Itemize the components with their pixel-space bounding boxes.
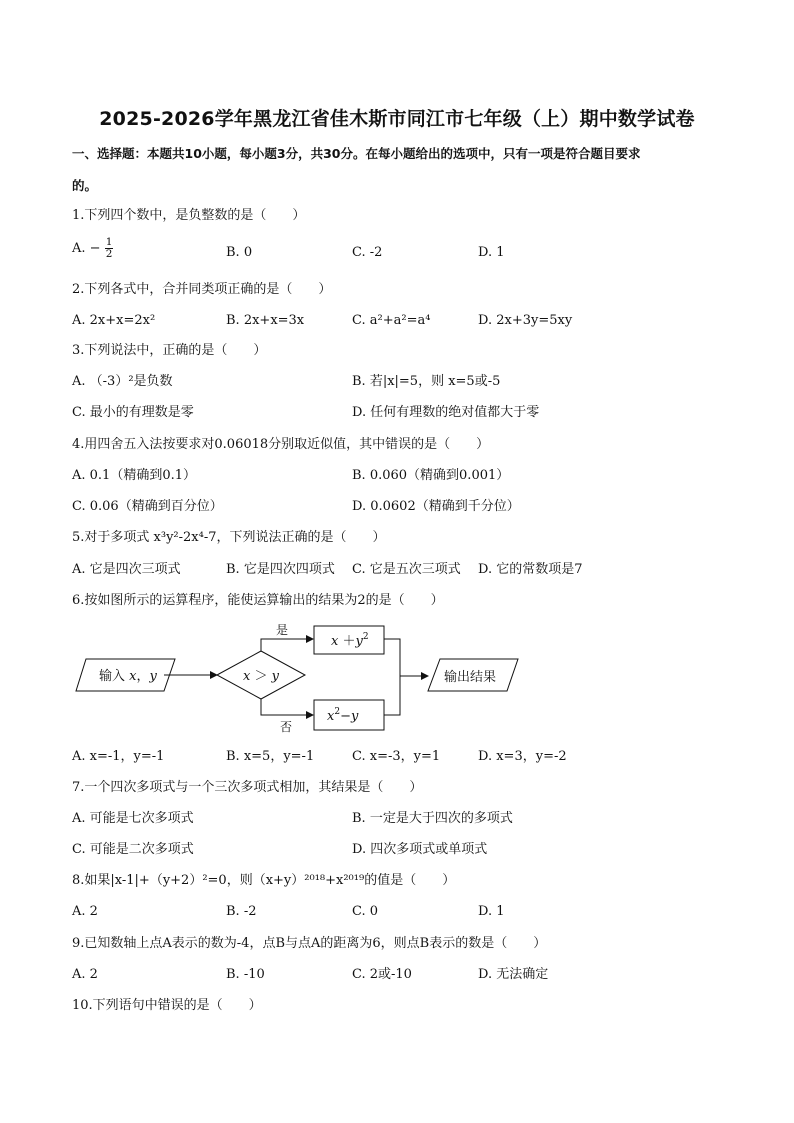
question-2-option-b: B. 2x+x=3x (226, 313, 305, 328)
question-7-option-b: B. 一定是大于四次的多项式 (352, 811, 513, 826)
question-5-option-a: A. 它是四次三项式 (72, 562, 181, 577)
question-4-option-b: B. 0.060（精确到0.001） (352, 468, 510, 483)
question-2-option-a: A. 2x+x=2x² (72, 313, 156, 328)
question-7-option-a: A. 可能是七次多项式 (72, 811, 194, 826)
question-4-stem: 4.用四舍五入法按要求对0.06018分别取近似值，其中错误的是（ ） (72, 437, 490, 452)
question-8-option-b: B. -2 (226, 904, 257, 919)
no-expression: $x^2-y$ (327, 707, 359, 724)
question-3-option-d: D. 任何有理数的绝对值都大于零 (352, 405, 540, 420)
question-2-option-d: D. 2x+3y=5xy (478, 313, 573, 328)
question-2-option-c: C. a²+a²=a⁴ (352, 313, 431, 328)
question-2-stem: 2.下列各式中，合并同类项正确的是（ ） (72, 282, 332, 297)
question-3-stem: 3.下列说法中，正确的是（ ） (72, 343, 267, 358)
question-4-option-c: C. 0.06（精确到百分位） (72, 499, 223, 514)
section-heading-cont: 的。 (72, 178, 98, 193)
no-label: 否 (280, 720, 293, 734)
merge-line (384, 639, 400, 715)
question-6-option-c: C. x=-3，y=1 (352, 749, 441, 764)
minus-sign: − (89, 241, 101, 256)
output-label: 输出结果 (444, 670, 497, 685)
question-10-stem: 10.下列语句中错误的是（ ） (72, 998, 262, 1013)
question-6-option-b: B. x=5，y=-1 (226, 749, 315, 764)
section-heading: 一、选择题：本题共10小题，每小题3分，共30分。在每小题给出的选项中，只有一项是符合题目要求 (72, 146, 641, 161)
question-6-option-d: D. x=3，y=-2 (478, 749, 567, 764)
question-7-stem: 7.一个四次多项式与一个三次多项式相加，其结果是（ ） (72, 780, 423, 795)
fraction-numerator: 1 (105, 236, 113, 248)
question-1-option-d: D. 1 (478, 245, 505, 260)
question-8-option-a: A. 2 (72, 904, 98, 919)
fraction-denominator: 2 (105, 248, 113, 260)
question-7-option-d: D. 四次多项式或单项式 (352, 842, 488, 857)
question-1-stem: 1.下列四个数中，是负整数的是（ ） (72, 208, 306, 223)
question-1-option-b: B. 0 (226, 245, 253, 260)
option-a-label: A. (72, 241, 86, 256)
question-8-option-c: C. 0 (352, 904, 379, 919)
question-5-option-b: B. 它是四次四项式 (226, 562, 335, 577)
question-9-option-c: C. 2或-10 (352, 967, 412, 982)
question-6-option-a: A. x=-1，y=-1 (72, 749, 165, 764)
no-branch-line (261, 699, 313, 715)
yes-branch-line (261, 639, 313, 651)
question-5-stem: 5.对于多项式 x³y²-2x⁴-7，下列说法正确的是（ ） (72, 530, 386, 545)
question-7-option-c: C. 可能是二次多项式 (72, 842, 194, 857)
input-label: 输入 x，y (99, 669, 157, 684)
question-1-option-c: C. -2 (352, 245, 383, 260)
question-4-option-d: D. 0.0602（精确到千分位） (352, 499, 520, 514)
question-9-option-d: D. 无法确定 (478, 967, 549, 982)
question-4-option-a: A. 0.1（精确到0.1） (72, 468, 197, 483)
question-3-option-b: B. 若|x|=5，则 x=5或-5 (352, 374, 501, 389)
question-8-stem: 8.如果|x-1|+（y+2）²=0，则（x+y）²⁰¹⁸+x²⁰¹⁹的值是（ ） (72, 873, 456, 888)
condition-label: x ＞ y (243, 669, 279, 684)
question-5-option-d: D. 它的常数项是7 (478, 562, 583, 577)
question-9-option-b: B. -10 (226, 967, 265, 982)
question-3-option-a: A. （-3）²是负数 (72, 374, 173, 389)
yes-expression: $x +y^2$ (331, 632, 369, 649)
page-title: 2025-2026学年黑龙江省佳木斯市同江市七年级（上）期中数学试卷 (99, 108, 695, 130)
question-6-stem: 6.按如图所示的运算程序，能使运算输出的结果为2的是（ ） (72, 593, 444, 608)
question-9-option-a: A. 2 (72, 967, 98, 982)
yes-label: 是 (276, 623, 289, 637)
question-3-option-c: C. 最小的有理数是零 (72, 405, 194, 420)
question-9-stem: 9.已知数轴上点A表示的数为-4，点B与点A的距离为6，则点B表示的数是（ ） (72, 936, 547, 951)
question-5-option-c: C. 它是五次三项式 (352, 562, 461, 577)
question-8-option-d: D. 1 (478, 904, 505, 919)
